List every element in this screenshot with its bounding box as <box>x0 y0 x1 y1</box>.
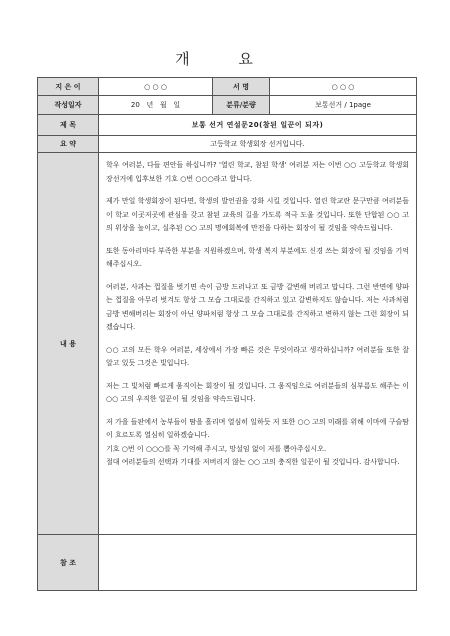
reference-value <box>99 535 417 591</box>
content-paragraph: 학우 여러분, 다들 편안들 하십니까? '열린 학교, 참된 학생' 여러분 저는 이번 ○○ 고등학교 학생회장선거에 입후보한 기호 ○번 ○○○라고 합니다. <box>106 161 409 183</box>
content-paragraph: ○○ 고의 모든 학우 여러분, 세상에서 가장 빠른 것은 무엇이라고 생각하십니까? 여러분들 또한 잘 알고 있듯 그것은 빛입니다. <box>106 345 409 367</box>
author-value: ○ ○ ○ <box>99 78 213 96</box>
signature-label: 서 명 <box>213 78 270 96</box>
date-row <box>38 96 417 115</box>
signature-value: ○ ○ ○ <box>270 78 417 96</box>
content-paragraph: 여러분, 사과는 껍질을 벗기면 속이 금방 드러나고 또 금방 갈변해 버리고 맙니다. 그런 반면에 양파는 껍질을 아무리 벗겨도 항상 그 모습 그대로를 간직하고 있고 갈변하지도 않습니다. 저는 사과처럼 금방 변해버리는 회장이 아닌 양파처럼 항상 그 모습 그대로를 간직하고 변하지 않는 그런 회장이 되겠습니다. <box>106 282 409 331</box>
summary-label: 요 약 <box>38 136 99 153</box>
category-label: 분류/분량 <box>213 96 270 115</box>
author-label: 지 은 이 <box>38 78 99 96</box>
content-row <box>38 153 417 535</box>
content-paragraph: 절대 여러분들의 선택과 기대를 저버리지 않는 ○○ 고의 충직한 일꾼이 될 것입니다. 감사합니다. <box>106 458 400 466</box>
reference-label: 참 조 <box>38 535 99 591</box>
date-value: 20 년 월 일 <box>99 96 213 115</box>
subject-label: 제 목 <box>38 115 99 136</box>
content-body <box>99 153 417 535</box>
content-paragraph: 기호 ○번 이 ○○○를 꼭 기억해 주시고, 망설임 없이 저를 뽑아주십시오. <box>106 444 327 453</box>
content-paragraph: 저 가을 들판에서 농부들이 땀을 흘리며 열심히 일하듯 저 또한 ○○ 고의 미래를 위해 이마에 구슬땀이 흐르도록 열심히 일하겠습니다. <box>106 417 409 439</box>
subject-value: 보통 선거 연설문20(참된 일꾼이 되자) <box>99 115 417 136</box>
category-value: 보통선거 / 1page <box>270 96 417 115</box>
summary-value: 고등학교 학생회장 선거입니다. <box>99 136 417 153</box>
author-row <box>38 78 417 96</box>
summary-form-table <box>37 77 417 591</box>
content-paragraph: 또한 동아리마다 부족한 부분을 지원하겠으며, 학생 복지 부분에도 신경 쓰는 회장이 될 것임을 기억해주십시오. <box>106 246 409 268</box>
subject-row <box>38 115 417 136</box>
content-paragraph: 제가 만일 학생회장이 된다면, 학생의 발언권을 강화 시킬 것입니다. 열린 학교란 문구만큼 여러분들이 학교 이곳저곳에 관심을 갖고 참된 교육의 길을 가도록 적극 도울 것입니다. 또한 단합된 ○○ 고의 위상을 높이고, 실추된 ○○ 고의 명예회복에 만전을 다하는 회장이 될 것임을 약속드립니다. <box>106 197 409 232</box>
date-label: 작성일자 <box>38 96 99 115</box>
summary-row <box>38 136 417 153</box>
content-paragraph: 저는 그 빛처럼 빠르게 움직이는 회장이 될 것입니다. 그 움직임으로 여러분들의 심부름도 해주는 이 ○○ 고의 우직한 일꾼이 될 것임을 약속드립니다. <box>106 381 409 403</box>
page-title: 개 요 <box>175 50 275 68</box>
reference-row <box>38 535 417 591</box>
content-label: 내 용 <box>38 153 99 535</box>
